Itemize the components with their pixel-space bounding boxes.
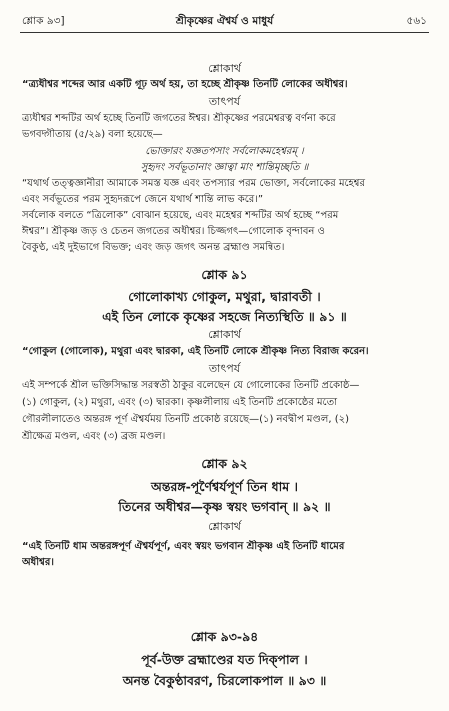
heading-translation: শ্লোকার্থ [208, 328, 241, 341]
purport-text: সর্বলোক বলতে “ত্রিলোক” বোঝান হয়েছে, এবং মহেশ্বর শব্দটির অর্থ হচ্ছে “পরম [22, 210, 339, 221]
purport-text: গৌরলীলাতেও অন্তরঙ্গ পূর্ণ ঐশ্বর্যময় তিনটি প্রকোষ্ঠ রয়েছে—(১) নবদ্বীপ মণ্ডল, (২) [22, 414, 350, 425]
purport-text: বৈকুণ্ঠ, এই দুইভাগে বিভক্ত; এবং জড় জগৎ অনন্ত ব্রহ্মাণ্ড সমন্বিত। [22, 242, 285, 253]
verse-text: পূর্ব-উক্ত ব্রহ্মাণ্ডের যত দিক্‌পাল । [141, 652, 308, 667]
verse-text: গোলোকাখ্য গোকুল, মথুরা, দ্বারাবতী । [128, 289, 321, 304]
heading-translation: শ্লোকার্থ [208, 62, 241, 75]
running-header [22, 14, 427, 30]
header-rule [20, 32, 429, 33]
heading-purport: তাৎপর্য [208, 362, 241, 375]
heading-verse-91: শ্লোক ৯১ [201, 267, 248, 282]
header-page-number: ৫৬১ [406, 15, 427, 27]
translation-text: অধীশ্বর। [22, 557, 54, 568]
translation-text: “ত্র্যধীশ্বর শব্দের আর একটি গূঢ় অর্থ হয়, তা হচ্ছে শ্রীকৃষ্ণ তিনটি লোকের অধীশ্বর। [22, 79, 348, 90]
verse-text: তিনের অধীশ্বর—কৃষ্ণ স্বয়ং ভগবান্ ॥ ৯২ ॥ [118, 499, 331, 514]
purport-text: ত্র্যধীশ্বর শব্দটির অর্থ হচ্ছে তিনটি জগতের ঈশ্বর। শ্রীকৃষ্ণের পরমেশ্বরত্ব বর্ণনা করে [22, 113, 336, 124]
verse-text: অনন্ত বৈকুণ্ঠাবরণ, চিরলোকপাল ॥ ৯৩ ॥ [122, 673, 327, 688]
purport-text: ভগবদ্গীতায় (৫/২৯) বলা হয়েছে— [22, 129, 163, 140]
header-verse-ref: শ্লোক ৯৩] [22, 15, 65, 27]
purport-text: ঈশ্বর”। শ্রীকৃষ্ণ জড় ও চেতন জগতের অধীশ্বর। চিজ্জগৎ—গোলোক বৃন্দাবন ও [22, 226, 325, 237]
heading-purport: তাৎপর্য [208, 95, 241, 108]
purport-text: এই সম্পর্কে শ্রীল ভক্তিসিদ্ধান্ত সরস্বতী ঠাকুর বলেছেন যে গোলোকের তিনটি প্রকোষ্ঠ— [22, 380, 360, 391]
verse-text: অন্তরঙ্গ-পূর্ণৈশ্বর্যপূর্ণ তিন ধাম । [151, 479, 298, 494]
purport-text: এবং সর্বভূতের পরম সুহৃদরূপে জেনে যথার্থ শান্তি লাভ করে।” [22, 194, 264, 205]
heading-verse-92: শ্লোক ৯২ [201, 456, 248, 471]
quoted-verse: সুহৃদং সর্বভূতানাং জ্ঞাত্বা মাং শান্তিমৃচ্ছতি ॥ [140, 162, 309, 173]
translation-text: “এই তিনটি ধাম অন্তরঙ্গপূর্ণ ঐশ্বর্যপূর্ণ, এবং স্বয়ং ভগবান শ্রীকৃষ্ণ এই তিনটি ধামের [22, 541, 345, 552]
heading-translation: শ্লোকার্থ [208, 520, 241, 533]
translation-text: “গোকুল (গোলোক), মথুরা এবং দ্বারকা, এই তিনটি লোকে শ্রীকৃষ্ণ নিত্য বিরাজ করেন। [22, 346, 369, 357]
purport-text: (১) গোকুল, (২) মথুরা, এবং (৩) দ্বারকা। কৃষ্ণলীলায় এই তিনটি প্রকোষ্ঠের মতো [22, 397, 337, 408]
purport-text: শ্রীক্ষেত্র মণ্ডল, এবং (৩) ব্রজ মণ্ডল। [22, 431, 166, 442]
quoted-verse: ভোক্তারং যজ্ঞতপসাং সর্বলোকমহেশ্বরম্ । [145, 146, 304, 157]
heading-verse-93-94: শ্লোক ৯৩-৯৪ [190, 629, 259, 644]
header-chapter-title: শ্রীকৃষ্ণের ঐশ্বর্য ও মাধুর্য [175, 15, 274, 27]
purport-text: “যথার্থ তত্ত্বজ্ঞানীরা আমাকে সমস্ত যজ্ঞ এবং তপস্যার পরম ভোক্তা, সর্বলোকের মহেশ্বর [22, 178, 366, 189]
verse-text: এই তিন লোকে কৃষ্ণের সহজে নিত্যস্থিতি ॥ ৯১ ॥ [102, 309, 347, 324]
